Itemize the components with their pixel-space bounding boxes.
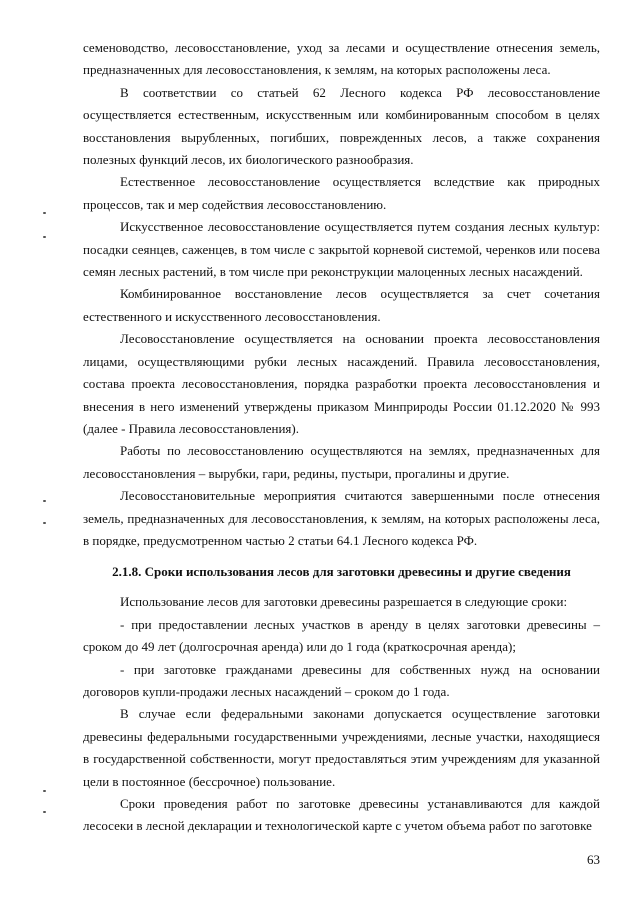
document-body xyxy=(83,37,600,838)
scan-artifact-mark xyxy=(43,212,46,214)
paragraph: Работы по лесовосстановлению осуществляются на землях, предназначенных для лесовосстановления – вырубки, гари, редины, пустыри, прогалины и другие. xyxy=(83,443,600,481)
paragraph: Использование лесов для заготовки древесины разрешается в следующие сроки: xyxy=(120,594,568,610)
paragraph: В соответствии со статьей 62 Лесного кодекса РФ лесовосстановление осуществляется естественным, искусственным или комбинированным способом в целях восстановления вырубленных, погибших, поврежденных лесов, а также сохранения полезных функций лесов, их биологического разнообразия. xyxy=(83,84,600,168)
page-number: 63 xyxy=(587,852,600,867)
list-item: - при предоставлении лесных участков в аренду в целях заготовки древесины – сроком до 49 лет (долгосрочная аренда) или до 1 года (краткосрочная аренда); xyxy=(83,616,600,655)
paragraph: Комбинированное восстановление лесов осуществляется за счет сочетания естественного и искусственного лесовосстановления. xyxy=(83,286,600,324)
paragraph: В случае если федеральными законами допускается осуществление заготовки древесины федеральными государственными учреждениями, лесные участки, находящиеся в государственной собственности, могут предоставляться этим учреждениям для указанной цели в постоянное (бессрочное) пользование. xyxy=(83,706,600,789)
scan-artifact-mark xyxy=(43,790,46,792)
scan-artifact-mark xyxy=(43,522,46,524)
list-item: - при заготовке гражданами древесины для собственных нужд на основании договоров купли-продажи лесных насаждений – сроком до 1 года. xyxy=(83,661,600,699)
paragraph: Искусственное лесовосстановление осуществляется путем создания лесных культур: посадки сеянцев, саженцев, в том числе с закрытой корневой системой, черенков или посева семян лесных растений, в том числе при реконструкции малоценных лесных насаждений. xyxy=(83,219,600,280)
scan-artifact-mark xyxy=(43,500,46,502)
section-heading: 2.1.8. Сроки использования лесов для заготовки древесины и другие сведения xyxy=(112,564,571,580)
paragraph: Лесовосстановительные мероприятия считаются завершенными после отнесения земель, предназначенных для лесовосстановления, к землям, на которых расположены леса, в порядке, предусмотренном частью 2 статьи 64.1 Лесного кодекса РФ. xyxy=(83,488,600,548)
paragraph: Лесовосстановление осуществляется на основании проекта лесовосстановления лицами, осуществляющими рубки лесных насаждений. Правила лесовосстановления, состава проекта лесовосстановления, порядка разработки проекта лесовосстановления и внесения в него изменений утверждены приказом Минприроды России 01.12.2020 № 993 (далее - Правила лесовосстановления). xyxy=(83,331,600,436)
paragraph: Естественное лесовосстановление осуществляется вследствие как природных процессов, так и мер содействия лесовосстановлению. xyxy=(83,174,600,212)
scan-artifact-mark xyxy=(43,236,46,238)
paragraph: семеноводство, лесовосстановление, уход за лесами и осуществление отнесения земель, предназначенных для лесовосстановления, к землям, на которых расположены леса. xyxy=(83,40,600,78)
scan-artifact-mark xyxy=(43,811,46,813)
paragraph: Сроки проведения работ по заготовке древесины устанавливаются для каждой лесосеки в лесной декларации и технологической карте с учетом объема работ по заготовке xyxy=(83,796,600,834)
